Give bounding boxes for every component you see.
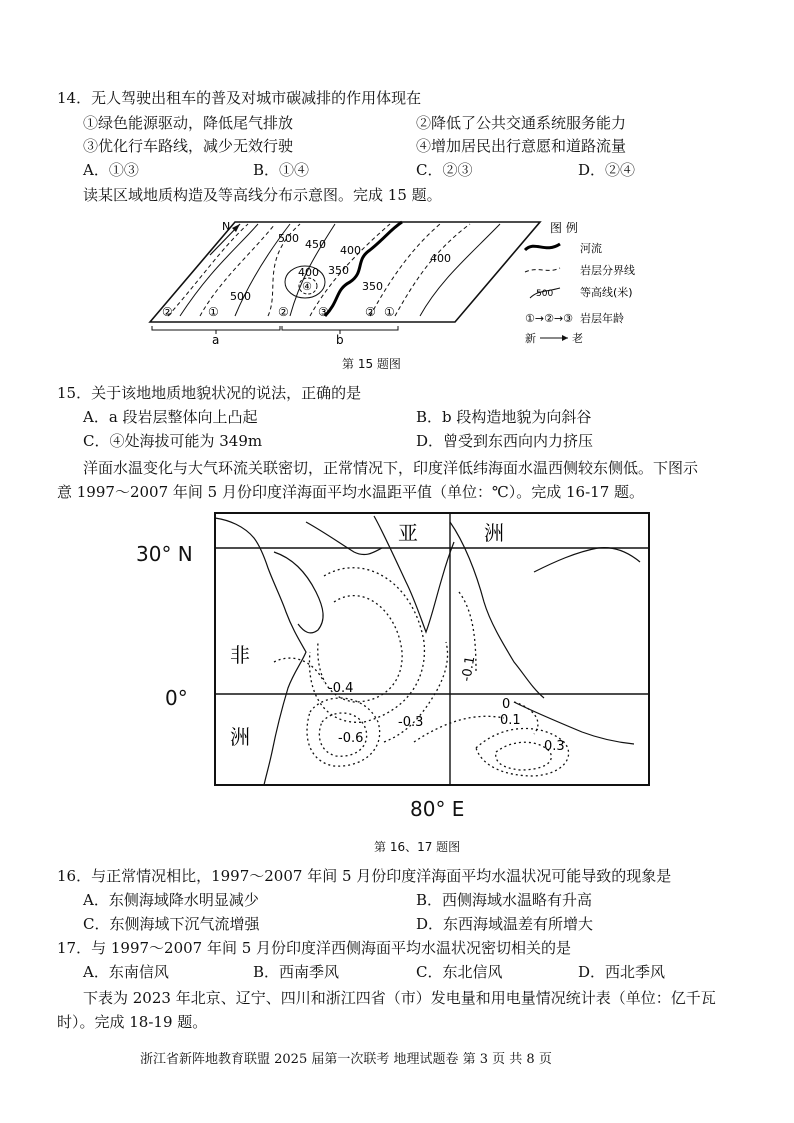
- isotherm-label-neg06: -0.6: [338, 731, 364, 746]
- asia-label-2: 洲: [484, 521, 504, 545]
- isotherm-label-0: 0: [502, 697, 511, 712]
- intro-q16-line1: 洋面水温变化与大气环流关联密切，正常情况下，印度洋低纬海面水温西侧较东侧低。下图示: [83, 459, 699, 477]
- q17-stem: 17．与 1997～2007 年间 5 月份印度洋西侧海面平均水温状况密切相关的是: [57, 939, 572, 957]
- strip-age-4: ③: [318, 305, 329, 319]
- q16-option-a: A．东侧海域降水明显减少: [83, 891, 259, 909]
- legend-river: 河流: [580, 242, 602, 255]
- contour-label-500-top: 500: [278, 232, 299, 245]
- strip-age-5: ②: [365, 305, 376, 319]
- q15-option-d: D．曾受到东西向内力挤压: [416, 432, 594, 450]
- q17-option-d: D．西北季风: [578, 963, 666, 981]
- q15-option-a: A．a 段岩层整体向上凸起: [83, 408, 258, 426]
- sst-anomaly-map: [214, 512, 650, 786]
- legend-contour: 等高线(米): [580, 286, 633, 299]
- africa-label-1: 非: [230, 643, 250, 667]
- legend-title: 图 例: [550, 221, 578, 235]
- q17-option-a: A．东南信风: [83, 963, 169, 981]
- q14-statement-3: ③优化行车路线，减少无效行驶: [83, 137, 294, 155]
- lon-80e-label: 80° E: [410, 797, 465, 821]
- intro-q15: 读某区域地质构造及等高线分布示意图。完成 15 题。: [83, 186, 442, 204]
- q15-stem: 15．关于该地地质地貌状况的说法，正确的是: [57, 384, 362, 402]
- africa-label-2: 洲: [230, 725, 250, 749]
- contour-label-400-hill: 400: [298, 266, 319, 279]
- contour-label-450: 450: [305, 238, 326, 251]
- asia-label-1: 亚: [398, 521, 418, 545]
- contour-label-500-left: 500: [230, 290, 251, 303]
- isotherm-label-01: 0.1: [500, 713, 521, 728]
- intro-q16-line2: 意 1997～2007 年间 5 月份印度洋海面平均水温距平值（单位：℃）。完成 16-17 题。: [57, 483, 645, 501]
- q14-option-b: B．①④: [253, 161, 310, 179]
- q15-option-c: C．④处海拔可能为 349m: [83, 432, 263, 450]
- contour-label-400-mid: 400: [340, 244, 361, 257]
- q14-option-c: C．②③: [416, 161, 473, 179]
- lat-0-label: 0°: [165, 686, 188, 710]
- q14-statement-4: ④增加居民出行意愿和道路流量: [416, 137, 627, 155]
- contour-label-350-b: 350: [362, 280, 383, 293]
- q16-stem: 16．与正常情况相比，1997～2007 年间 5 月份印度洋海面平均水温状况可能导致的现象是: [57, 867, 672, 885]
- legend-boundary: 岩层分界线: [580, 264, 635, 277]
- q16-option-b: B．西侧海域水温略有升高: [416, 891, 593, 909]
- intro-q18-line1: 下表为 2023 年北京、辽宁、四川和浙江四省（市）发电量和用电量情况统计表（单位：亿千瓦: [83, 989, 716, 1007]
- isotherm-label-03: 0.3: [544, 739, 565, 754]
- isotherm-label-neg01: -0.1: [459, 655, 479, 683]
- isotherm-label-neg04: -0.4: [328, 681, 354, 696]
- figure-15-caption: 第 15 题图: [342, 357, 401, 371]
- q16-option-d: D．东西海域温差有所增大: [416, 915, 594, 933]
- segment-a-label: a: [212, 333, 220, 347]
- north-label: N: [222, 220, 231, 233]
- q14-option-d: D．②④: [578, 161, 636, 179]
- page-footer: 浙江省新阵地教育联盟 2025 届第一次联考 地理试题卷 第 3 页 共 8 页: [140, 1052, 552, 1067]
- age-label-4: ④: [302, 280, 312, 293]
- q16-option-c: C．东侧海域下沉气流增强: [83, 915, 260, 933]
- strip-age-3: ②: [278, 305, 289, 319]
- contour-label-400-right: 400: [430, 252, 451, 265]
- segment-b-label: b: [336, 333, 344, 347]
- legend-old: 老: [572, 332, 583, 345]
- figure-16-17-caption: 第 16、17 题图: [374, 840, 461, 854]
- q14-statement-2: ②降低了公共交通系统服务能力: [416, 114, 627, 132]
- strip-age-2: ①: [208, 305, 219, 319]
- q17-option-c: C．东北信风: [416, 963, 503, 981]
- legend-age-seq: ①→②→③: [525, 312, 574, 325]
- q14-option-a: A．①③: [83, 161, 139, 179]
- legend-contour-value: 500: [536, 289, 554, 299]
- q14-statement-1: ①绿色能源驱动，降低尾气排放: [83, 114, 294, 132]
- lat-30n-label: 30° N: [136, 542, 193, 566]
- strip-age-1: ②: [162, 305, 173, 319]
- strip-age-6: ①: [384, 305, 395, 319]
- q17-option-b: B．西南季风: [253, 963, 340, 981]
- isotherm-label-neg03: -0.3: [398, 715, 424, 730]
- q14-stem: 14．无人驾驶出租车的普及对城市碳减排的作用体现在: [57, 89, 422, 107]
- legend-age-label: 岩层年龄: [580, 312, 624, 325]
- contour-label-350-a: 350: [328, 264, 349, 277]
- q15-option-b: B．b 段构造地貌为向斜谷: [416, 408, 592, 426]
- geology-contour-figure: [140, 210, 680, 350]
- intro-q18-line2: 时）。完成 18-19 题。: [57, 1013, 208, 1031]
- legend-new: 新: [525, 332, 536, 345]
